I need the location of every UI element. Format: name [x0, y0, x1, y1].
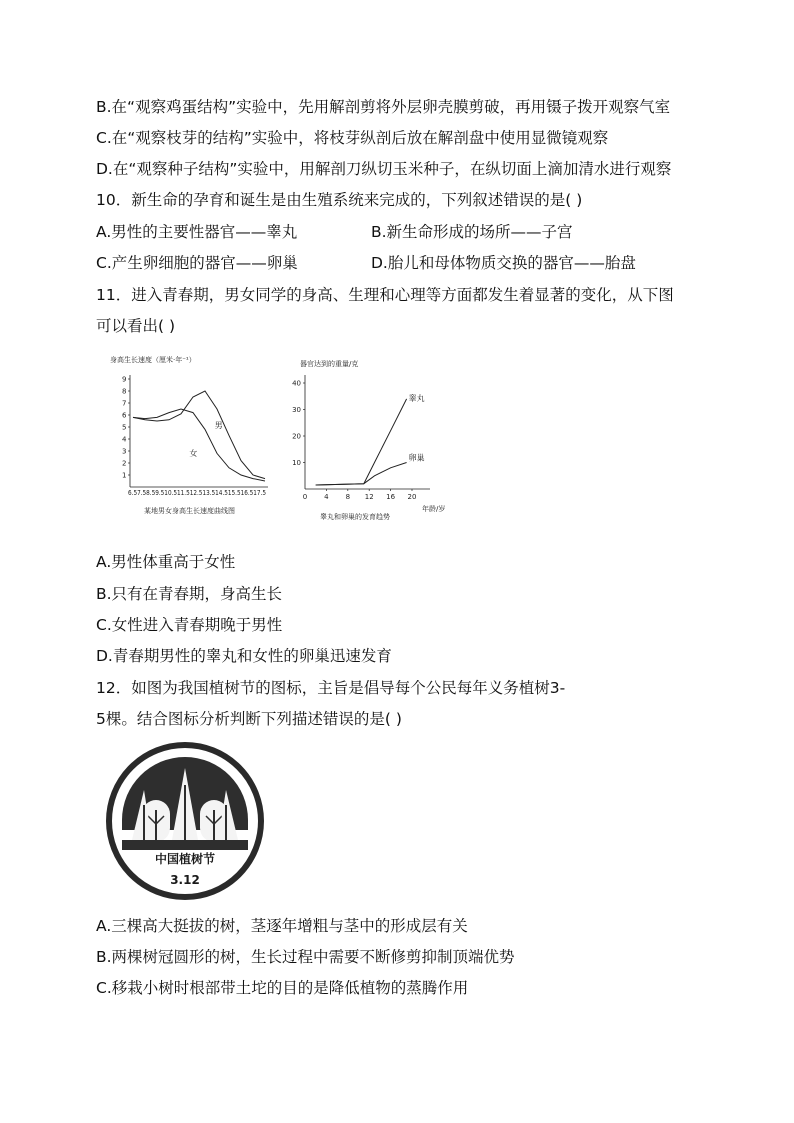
- organ-weight-chart: [290, 355, 460, 525]
- chart2-series-testis: [316, 399, 407, 485]
- q11-option-c: C.女性进入青春期晚于男性: [96, 616, 283, 634]
- chart2-legend-ovary: 卵巢: [408, 453, 425, 463]
- chart1-ytick-label: 8: [122, 387, 127, 396]
- chart1-ytick-label: 3: [122, 447, 127, 456]
- chart2-xtick-label: 20: [407, 493, 417, 501]
- q10-option-b: B.新生命形成的场所——子宫: [371, 223, 573, 241]
- q12-option-b: B.两棵树冠圆形的树，生长过程中需要不断修剪抑制顶端优势: [96, 948, 515, 966]
- chart1-ytick-label: 9: [122, 375, 127, 384]
- chart1-x-tick-labels: 6.57.58.59.510.511.512.513.514.515.516.517.5: [128, 489, 266, 497]
- logo-text: 中国植树节: [154, 852, 216, 866]
- chart1-ytick-label: 6: [122, 411, 127, 420]
- q11-stem-line1: 11．进入青春期，男女同学的身高、生理和心理等方面都发生着显著的变化，从下图: [96, 286, 674, 304]
- tree-planting-day-logo: [100, 740, 270, 902]
- logo-date: 3.12: [170, 873, 200, 887]
- q12-option-a: A.三棵高大挺拔的树，茎逐年增粗与茎中的形成层有关: [96, 917, 468, 935]
- chart1-series-male: [133, 391, 265, 479]
- chart2-title: 睾丸和卵巢的发育趋势: [320, 513, 390, 521]
- chart2-ylabel: 器官达到的重量/克: [300, 360, 359, 368]
- q10-stem: 10．新生命的孕育和诞生是由生殖系统来完成的，下列叙述错误的是( ): [96, 191, 583, 209]
- chart2-xtick-label: 8: [345, 493, 351, 501]
- chart1-ytick-label: 7: [122, 399, 127, 408]
- chart2-xlabel: 年龄/岁: [422, 505, 446, 513]
- chart1-legend-male: 男: [214, 421, 223, 431]
- chart2-xtick-label: 0: [302, 493, 308, 501]
- growth-velocity-chart: [110, 350, 280, 520]
- chart2-ytick-label: 40: [292, 379, 301, 388]
- chart2-xtick-label: 16: [386, 493, 396, 501]
- q12-stem-line1: 12．如图为我国植树节的图标，主旨是倡导每个公民每年义务植树3-: [96, 679, 566, 697]
- q9-option-b: B.在“观察鸡蛋结构”实验中，先用解剖剪将外层卵壳膜剪破，再用镊子拨开观察气室: [96, 98, 671, 116]
- chart1-ytick-label: 1: [122, 471, 127, 480]
- chart1-ylabel: 身高生长速度（厘米·年⁻¹）: [110, 356, 196, 364]
- q10-option-d: D.胎儿和母体物质交换的器官——胎盘: [371, 254, 636, 272]
- chart2-ytick-label: 30: [292, 406, 301, 414]
- chart2-ytick-label: 10: [292, 459, 301, 467]
- chart1-series-female: [133, 409, 265, 481]
- q11-option-d: D.青春期男性的睾丸和女性的卵巢迅速发育: [96, 647, 392, 665]
- chart2-xtick-label: 4: [324, 493, 329, 501]
- q12-stem-line2: 5棵。结合图标分析判断下列描述错误的是( ): [96, 710, 402, 728]
- chart1-title: 某地男女身高生长速度曲线图: [144, 507, 235, 515]
- q9-option-c: C.在“观察枝芽的结构”实验中，将枝芽纵剖后放在解剖盘中使用显微镜观察: [96, 129, 609, 147]
- chart1-ytick-label: 2: [122, 459, 127, 468]
- q10-option-c: C.产生卵细胞的器官——卵巢: [96, 254, 298, 272]
- q11-option-b: B.只有在青春期，身高生长: [96, 585, 283, 603]
- chart2-series-ovary: [316, 463, 407, 486]
- q10-option-a: A.男性的主要性器官——睾丸: [96, 223, 298, 241]
- q11-option-a: A.男性体重高于女性: [96, 553, 236, 571]
- q12-option-c: C.移栽小树时根部带土坨的目的是降低植物的蒸腾作用: [96, 979, 469, 997]
- chart1-ytick-label: 5: [122, 423, 127, 432]
- chart2-legend-testis: 睾丸: [408, 393, 425, 403]
- chart1-legend-female: 女: [189, 448, 198, 458]
- chart2-xtick-label: 12: [364, 493, 374, 501]
- chart2-ytick-label: 20: [292, 432, 301, 441]
- chart1-ytick-label: 4: [122, 435, 127, 444]
- q9-option-d: D.在“观察种子结构”实验中，用解剖刀纵切玉米种子，在纵切面上滴加清水进行观察: [96, 160, 672, 178]
- q11-stem-line2: 可以看出( ): [96, 317, 176, 335]
